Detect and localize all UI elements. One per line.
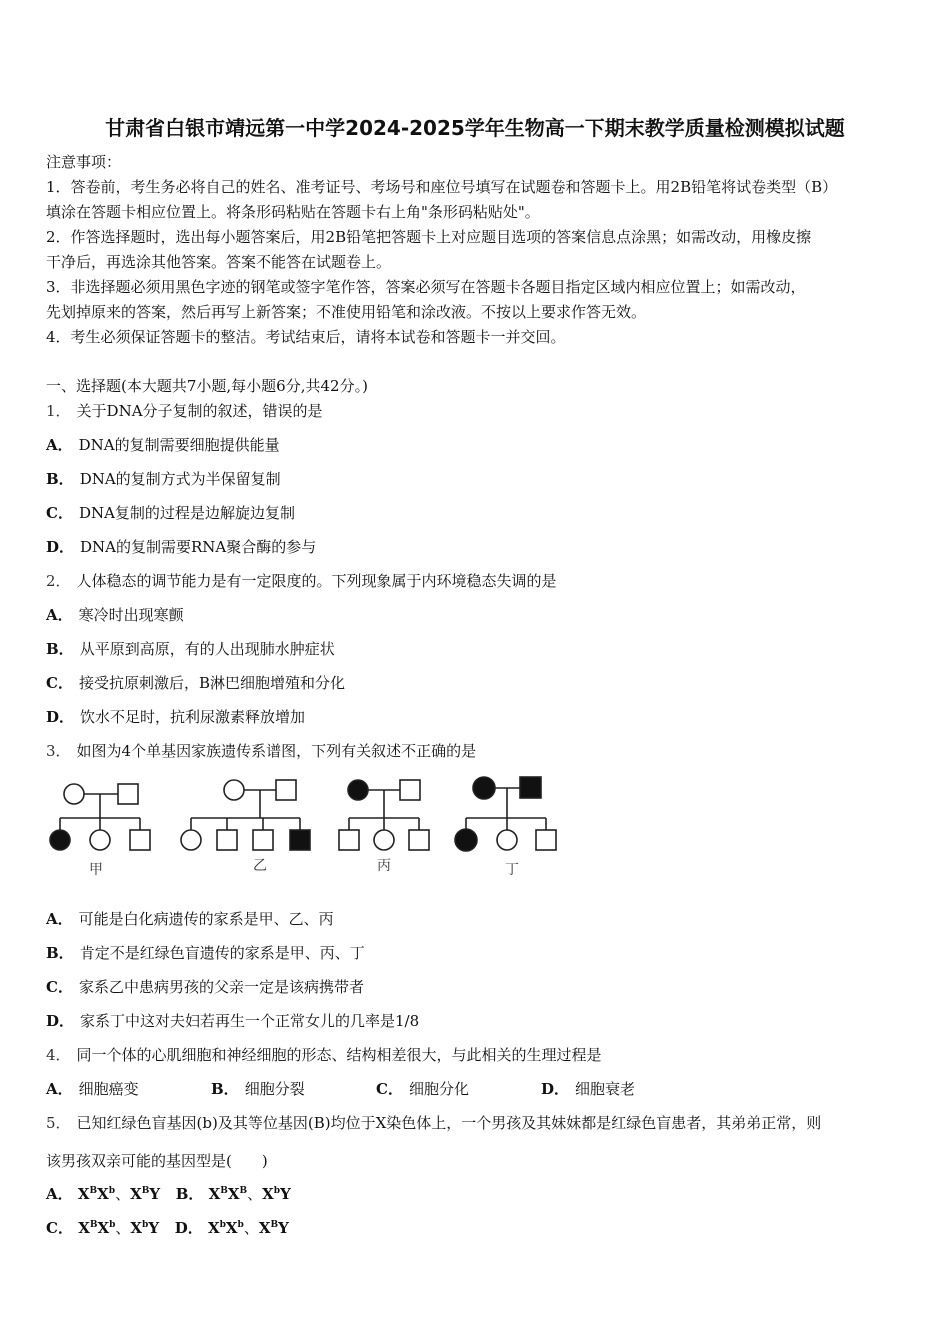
option-label: B．: [46, 470, 74, 488]
pedigree-female-affected: [50, 830, 70, 850]
option: [211, 1079, 376, 1099]
option-label: C．: [376, 1080, 403, 1098]
option-row: [46, 673, 345, 693]
pedigree-male-normal: [130, 830, 150, 850]
option-text: 细胞衰老: [575, 1080, 636, 1098]
option-text: 可能是白化病遗传的家系是甲、乙、丙: [78, 910, 334, 928]
page-title: 甘肃省白银市靖远第一中学2024-2025学年生物高一下期末教学质量检测模拟试题: [105, 116, 845, 140]
option-label: A．: [46, 436, 73, 454]
question-4-stem: [46, 1045, 602, 1065]
question-number: 3．: [46, 742, 71, 760]
notes-line: 4．考生必须保证答题卡的整洁。考试结束后，请将本试卷和答题卡一并交回。: [46, 328, 566, 346]
option-row: [46, 469, 281, 489]
pedigree-family-yi: [181, 780, 310, 850]
notes-line: 先划掉原来的答案，然后再写上新答案；不准使用铅笔和涂改液。不按以上要求作答无效。: [46, 303, 647, 321]
pedigree-diagram: [40, 770, 570, 885]
question-text: 关于DNA分子复制的叙述，错误的是: [76, 402, 323, 420]
pedigree-male-normal: [253, 830, 273, 850]
question-1-stem: [46, 401, 323, 421]
pedigree-male-normal: [409, 830, 429, 850]
section-heading: 一、选择题(本大题共7小题,每小题6分,共42分。): [46, 377, 368, 395]
question-number: 1．: [46, 402, 71, 420]
question-text-continued: 该男孩双亲可能的基因型是( ): [46, 1152, 268, 1170]
option-text: 细胞分化: [408, 1080, 469, 1098]
option: [541, 1079, 706, 1099]
option-label: A．: [46, 606, 73, 624]
option: [376, 1079, 541, 1099]
option-text: 接受抗原刺激后，B淋巴细胞增殖和分化: [78, 674, 345, 692]
option-row: [46, 435, 280, 455]
option-text: DNA的复制需要细胞提供能量: [78, 436, 280, 454]
question-2-stem: [46, 571, 557, 591]
option-label: D．: [174, 1219, 203, 1237]
option-text: 家系乙中患病男孩的父亲一定是该病携带者: [78, 978, 364, 996]
option-text: DNA的复制需要RNA聚合酶的参与: [80, 538, 317, 556]
option-text: 肯定不是红绿色盲遗传的家系是甲、丙、丁: [79, 944, 365, 962]
option-text: 家系丁中这对夫妇若再生一个正常女儿的几率是1/8: [80, 1012, 420, 1030]
question-text: 如图为4个单基因家族遗传系谱图，下列有关叙述不正确的是: [76, 742, 477, 760]
option-text: 细胞癌变: [78, 1080, 139, 1098]
pedigree-male-normal: [217, 830, 237, 850]
pedigree-female-normal: [497, 830, 517, 850]
option-row: [46, 1011, 419, 1031]
pedigree-female-normal: [374, 830, 394, 850]
option-label: B．: [211, 1080, 239, 1098]
pedigree-male-normal: [276, 780, 296, 800]
option-row: [46, 537, 316, 557]
option-label: C．: [46, 674, 73, 692]
option-row: [46, 605, 184, 625]
pedigree-male-normal: [536, 830, 556, 850]
pedigree-female-normal: [64, 784, 84, 804]
pedigree-female-normal: [224, 780, 244, 800]
pedigree-female-affected: [455, 829, 477, 851]
pedigree-family-jia: [50, 784, 150, 850]
option-text: DNA复制的过程是边解旋边复制: [78, 504, 295, 522]
option-label: B．: [46, 944, 74, 962]
option-label: B．: [175, 1185, 204, 1203]
pedigree-label: 丙: [377, 858, 391, 874]
option-row: [46, 1079, 706, 1099]
option-label: D．: [541, 1080, 570, 1098]
question-number: 2．: [46, 572, 71, 590]
pedigree-male-normal: [339, 830, 359, 850]
pedigree-family-bing: [339, 780, 429, 850]
option-label: A．: [46, 1080, 73, 1098]
question-5-stem: [46, 1113, 821, 1133]
option-text: 细胞分裂: [244, 1080, 305, 1098]
notes-heading: 注意事项：: [46, 153, 122, 171]
pedigree-female-normal: [181, 830, 201, 850]
option-text: 饮水不足时，抗利尿激素释放增加: [80, 708, 306, 726]
option-label: C．: [46, 978, 73, 996]
option-row: [46, 707, 305, 727]
pedigree-male-normal: [118, 784, 138, 804]
option-row: [46, 909, 334, 929]
question-text: 同一个体的心肌细胞和神经细胞的形态、结构相差很大，与此相关的生理过程是: [76, 1046, 602, 1064]
notes-line: 1．答卷前，考生务必将自己的姓名、准考证号、考场号和座位号填写在试题卷和答题卡上。用2B铅笔将试卷类型（B）: [46, 178, 838, 196]
option-label: B．: [46, 640, 74, 658]
option-label: D．: [46, 1012, 75, 1030]
pedigree-label: 乙: [253, 858, 267, 874]
pedigree-male-affected: [520, 777, 541, 798]
option-row: [46, 503, 295, 523]
pedigree-female-affected: [473, 777, 495, 799]
option-row: [46, 639, 335, 659]
pedigree-male-normal: [400, 780, 420, 800]
question-text: 已知红绿色盲基因(b)及其等位基因(B)均位于X染色体上，一个男孩及其妹妹都是红绿色盲患者，其弟弟正常，则: [76, 1114, 822, 1132]
option-row: [46, 977, 364, 997]
question-number: 4．: [46, 1046, 71, 1064]
question-3-stem: [46, 741, 476, 761]
pedigree-family-ding: [455, 777, 556, 851]
notes-line: 干净后，再选涂其他答案。答案不能答在试题卷上。: [46, 253, 392, 271]
option-text: 寒冷时出现寒颤: [78, 606, 184, 624]
option: [46, 1079, 211, 1099]
notes-line: 3．非选择题必须用黑色字迹的钢笔或签字笔作答，答案必须写在答题卡各题目指定区域内相应位置上；如需改动，: [46, 278, 806, 296]
notes-line: 填涂在答题卡相应位置上。将条形码粘贴在答题卡右上角"条形码粘贴处"。: [46, 203, 540, 221]
pedigree-female-affected: [348, 780, 368, 800]
option-text: 从平原到高原，有的人出现肺水肿症状: [79, 640, 335, 658]
option-label: C．: [46, 1219, 73, 1237]
option-row: A． $X^BX^b$、$X^BY$ B． $X^BX^B$、$X^bY$: [46, 1185, 291, 1203]
option-row: [46, 943, 365, 963]
pedigree-label: 甲: [89, 862, 103, 878]
pedigree-female-normal: [90, 830, 110, 850]
option-label: D．: [46, 708, 75, 726]
option-label: A．: [46, 1185, 73, 1203]
option-label: A．: [46, 910, 73, 928]
option-text: DNA的复制方式为半保留复制: [79, 470, 281, 488]
option-row: C． $X^BX^b$、$X^bY$ D． $X^bX^b$、$X^BY$: [46, 1219, 289, 1237]
option-label: C．: [46, 504, 73, 522]
notes-line: 2．作答选择题时，选出每小题答案后，用2B铅笔把答题卡上对应题目选项的答案信息点涂黑；如需改动，用橡皮擦: [46, 228, 812, 246]
question-text: 人体稳态的调节能力是有一定限度的。下列现象属于内环境稳态失调的是: [76, 572, 557, 590]
question-number: 5．: [46, 1114, 71, 1132]
option-label: D．: [46, 538, 75, 556]
pedigree-label: 丁: [505, 862, 519, 878]
pedigree-male-affected: [290, 830, 310, 850]
